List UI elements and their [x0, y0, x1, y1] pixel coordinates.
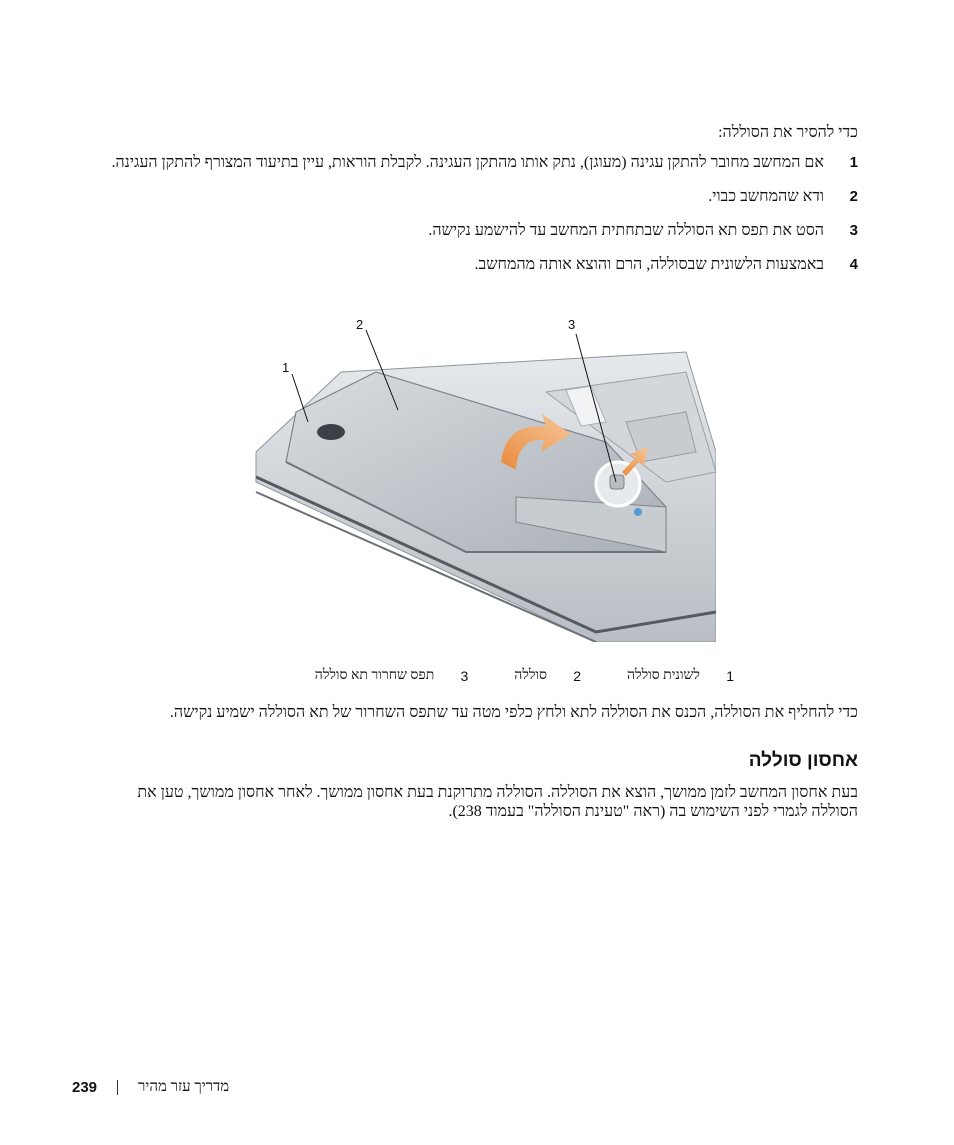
callout-number-2: 2 — [356, 317, 364, 332]
step-text: ודא שהמחשב כבוי. — [708, 188, 824, 205]
step-4 — [98, 256, 858, 274]
step-number: 3 — [849, 222, 858, 239]
step-number: 2 — [849, 188, 858, 205]
step-number: 1 — [849, 154, 858, 171]
intro-text: כדי להסיר את הסוללה: — [718, 124, 858, 141]
caption-item-1 — [627, 668, 734, 684]
caption-number: 2 — [573, 668, 581, 684]
step-2 — [98, 188, 858, 206]
caption-label: לשונית סוללה — [626, 668, 700, 683]
caption-label: תפס שחרור תא סוללה — [314, 668, 435, 683]
battery-removal-illustration — [246, 312, 716, 642]
step-text: הסט את תפס תא הסוללה שבתחתית המחשב עד להישמע נקישה. — [428, 222, 824, 239]
step-number: 4 — [849, 256, 858, 273]
section-title: אחסון סוללה — [748, 750, 858, 771]
step-1 — [98, 154, 858, 172]
caption-number: 3 — [460, 668, 469, 684]
release-latch — [596, 462, 640, 506]
battery-indicator — [634, 508, 642, 516]
step-text: באמצעות הלשונית שבסוללה, הרם והוצא אותה מהמחשב. — [474, 256, 824, 273]
caption-label: סוללה — [514, 668, 547, 683]
caption-number: 1 — [726, 668, 734, 684]
section-body: בעת אחסון המחשב לזמן ממושך, הוצא את הסוללה. הסוללה מתרוקנת בעת אחסון ממושך. לאחר אחסון ממושך, טען את הסוללה לגמרי לפני השימוש בה (ראה "טעינת הסוללה" בעמוד 238). — [137, 784, 858, 820]
caption-item-3 — [315, 668, 469, 684]
footer-divider — [117, 1080, 118, 1095]
replace-instructions: כדי להחליף את הסוללה, הכנס את הסוללה לתא ולחץ כלפי מטה עד שתפס השחרור של תא הסוללה ישמיע נקישה. — [169, 704, 858, 721]
laptop-battery-drawing — [246, 312, 716, 642]
page-footer — [72, 1079, 229, 1096]
page-number: 239 — [72, 1079, 98, 1096]
figure-captions — [214, 668, 734, 684]
callout-number-1: 1 — [282, 360, 290, 375]
guide-title: מדריך עזר מהיר — [138, 1079, 230, 1095]
callout-number-3: 3 — [568, 317, 576, 332]
step-3 — [98, 222, 858, 240]
removal-steps — [98, 154, 858, 290]
battery-tab-grip — [317, 424, 345, 440]
caption-item-2 — [514, 668, 581, 684]
step-text: אם המחשב מחובר להתקן עגינה (מעוגן), נתק אותו מהתקן העגינה. לקבלת הוראות, עיין בתיעוד המצורף להתקן העגינה. — [111, 154, 824, 171]
